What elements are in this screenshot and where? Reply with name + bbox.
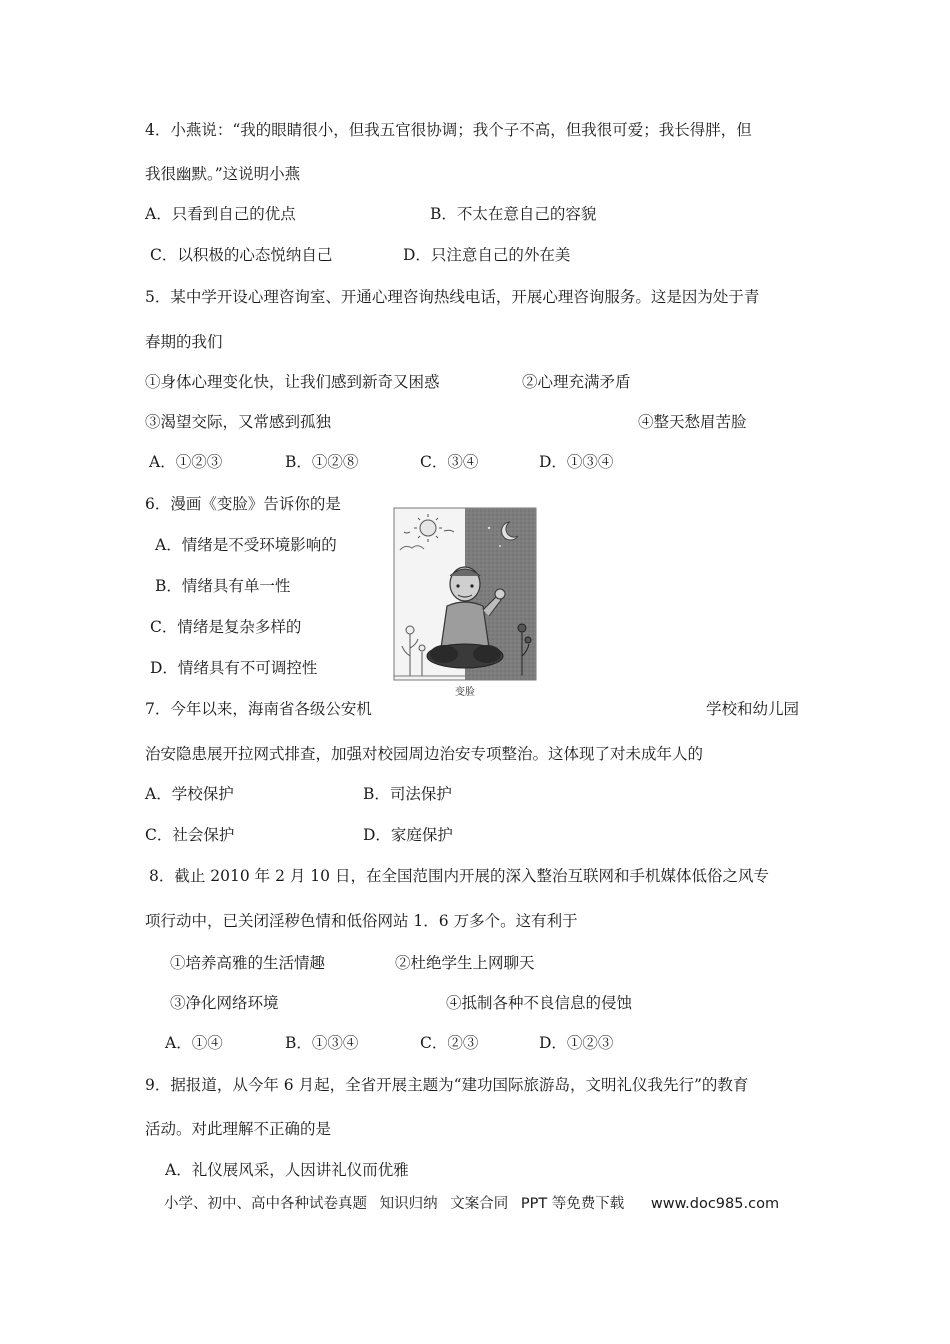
q5-stem-line-1: 5．某中学开设心理咨询室、开通心理咨询热线电话，开展心理咨询服务。这是因为处于青 (145, 288, 760, 306)
footer-text-4: PPT 等免费下载 (520, 1196, 625, 1212)
q6-option-c: C．情绪是复杂多样的 (150, 618, 302, 636)
q7-stem-line-2: 治安隐患展开拉网式排查，加强对校园周边治安专项整治。这体现了对未成年人的 (145, 745, 704, 763)
q8-option-a: A．①④ (165, 1034, 223, 1052)
footer-text-3: 文案合同 (450, 1196, 509, 1212)
q5-option-b: B．①②⑧ (285, 453, 359, 471)
q9-option-a: A．礼仪展风采，人因讲礼仪而优雅 (165, 1161, 409, 1179)
q7-stem-line-1a: 7．今年以来，海南省各级公安机 (145, 700, 372, 718)
q8-stem-line-1: 8．截止 2010 年 2 月 10 日，在全国范围内开展的深入整治互联网和手机媒体低俗之风专 (149, 867, 769, 885)
q8-statement-3: ③净化网络环境 (170, 994, 279, 1012)
q4-stem-line-2: 我很幽默。”这说明小燕 (145, 165, 301, 183)
q8-option-c: C．②③ (420, 1034, 479, 1052)
q4-option-a: A．只看到自己的优点 (145, 205, 296, 223)
q4-option-d: D．只注意自己的外在美 (403, 246, 571, 264)
q9-stem-line-1: 9．据报道，从今年 6 月起，全省开展主题为“建功国际旅游岛，文明礼仪我先行”的教育 (145, 1076, 749, 1094)
q7-option-b: B．司法保护 (363, 785, 452, 803)
footer-text-2: 知识归纳 (379, 1196, 438, 1212)
q4-option-b: B．不太在意自己的容貌 (430, 205, 597, 223)
q6-option-b: B．情绪具有单一性 (155, 577, 291, 595)
q8-statement-1: ①培养高雅的生活情趣 (170, 954, 326, 972)
footer-text-1: 小学、初中、高中各种试卷真题 (164, 1196, 367, 1212)
q6-option-a: A．情绪是不受环境影响的 (155, 536, 337, 554)
q9-stem-line-2: 活动。对此理解不正确的是 (145, 1120, 332, 1138)
q6-option-d: D．情绪具有不可调控性 (150, 659, 318, 677)
footer-url[interactable]: www.doc985.com (650, 1196, 780, 1212)
q8-statement-2: ②杜绝学生上网聊天 (395, 954, 535, 972)
q8-stem-line-2: 项行动中，已关闭淫秽色情和低俗网站 1．6 万多个。这有利于 (145, 912, 578, 930)
q7-option-d: D．家庭保护 (363, 826, 453, 844)
q5-option-d: D．①③④ (539, 453, 614, 471)
q5-statement-3: ③渴望交际，又常感到孤独 (145, 413, 332, 431)
q4-option-c: C．以积极的心态悦纳自己 (150, 246, 333, 264)
q4-stem-line-1: 4．小燕说：“我的眼睛很小，但我五官很协调；我个子不高，但我很可爱；我长得胖，但 (145, 121, 752, 139)
q5-statement-1: ①身体心理变化快，让我们感到新奇又困惑 (145, 373, 440, 391)
q6-stem: 6．漫画《变脸》告诉你的是 (145, 495, 341, 513)
q7-option-c: C．社会保护 (145, 826, 235, 844)
q5-statement-2: ②心理充满矛盾 (522, 373, 631, 391)
q7-stem-line-1b: 学校和幼儿园 (706, 700, 800, 718)
q8-option-b: B．①③④ (285, 1034, 359, 1052)
page-footer (164, 1192, 787, 1213)
q5-statement-4: ④整天愁眉苦脸 (638, 413, 747, 431)
q5-option-a: A．①②③ (149, 453, 223, 471)
q8-statement-4: ④抵制各种不良信息的侵蚀 (446, 994, 633, 1012)
q5-option-c: C．③④ (420, 453, 479, 471)
q7-option-a: A．学校保护 (145, 785, 234, 803)
cartoon-caption: 变脸 (455, 687, 475, 698)
q8-option-d: D．①②③ (539, 1034, 614, 1052)
q5-stem-line-2: 春期的我们 (145, 333, 223, 351)
face-change-cartoon (392, 506, 538, 700)
cartoon-drawing (392, 506, 538, 700)
